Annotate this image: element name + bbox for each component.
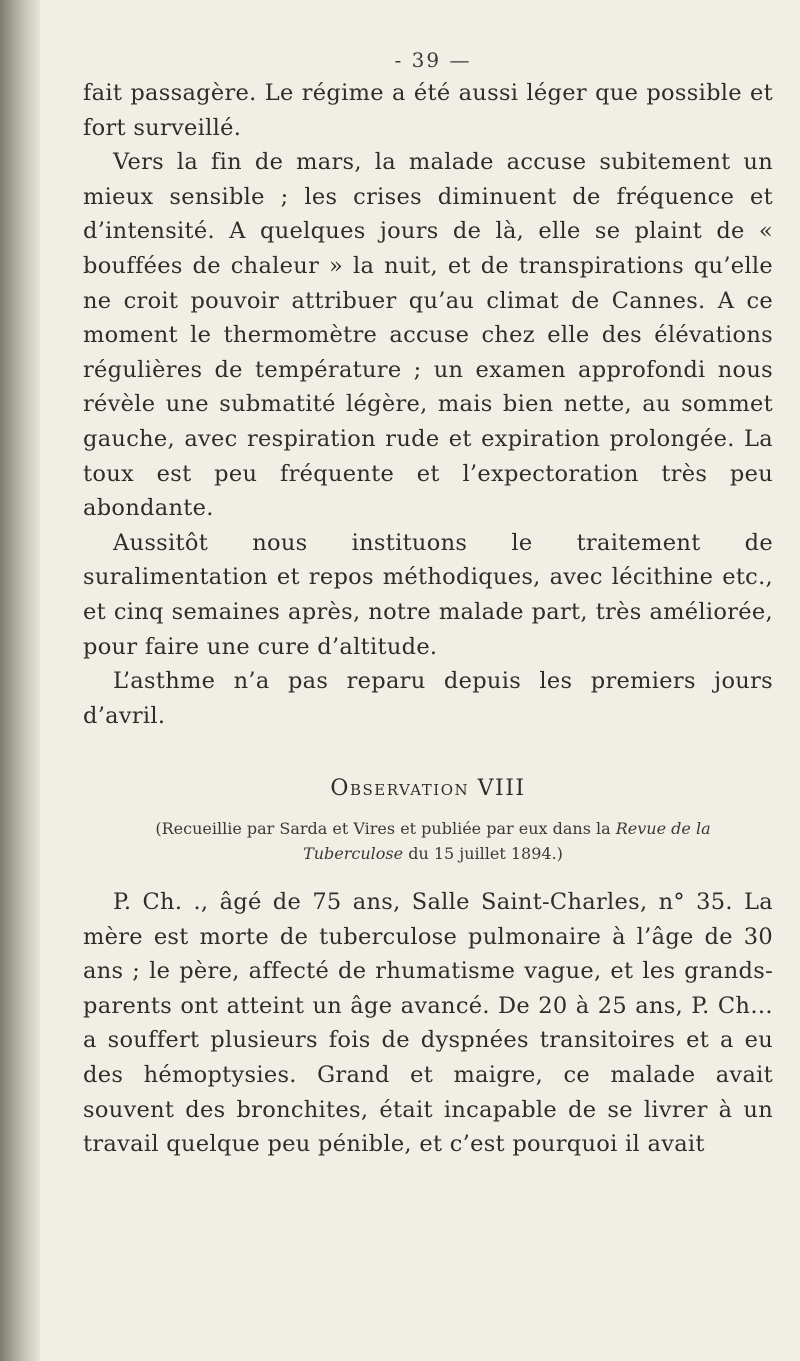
paragraph: Aussitôt nous instituons le traitement de suralimentation et repos méthodiques, avec lécithine etc., et cinq semaines après, notre malade part, très améliorée, pour faire une cure d’altitude. bbox=[83, 529, 773, 660]
source-note-journal: Revue de la Tuberculose bbox=[303, 819, 711, 863]
paragraph: P. Ch. ., âgé de 75 ans, Salle Saint-Charles, n° 35. La mère est morte de tuberculose pulmonaire à l’âge de 30 ans ; le père, affecté de rhumatisme vague, et les grands-parents ont atteint un âge avancé. De 20 à 25 ans, P. Ch… a souffert plusieurs fois de dyspnées transitoires et a eu des hémoptysies. Grand et maigre, ce malade avait souvent des bronchites, était incapable de se livrer à un travail quelque peu pénible, et c’est pourquoi il avait bbox=[83, 889, 773, 1158]
paragraph: fait passagère. Le régime a été aussi léger que possible et fort surveillé. bbox=[83, 80, 773, 141]
source-note-suffix: du 15 juillet 1894.) bbox=[403, 844, 563, 863]
page-number: - 39 — bbox=[394, 48, 472, 72]
paragraph: Vers la fin de mars, la malade accuse subitement un mieux sensible ; les crises diminuent de fréquence et d’intensité. A quelques jours de là, elle se plaint de « bouffées de chaleur » la nuit, et de transpirations qu’elle ne croit pouvoir attribuer qu’au climat de Cannes. A ce moment le thermomètre accuse chez elle des élévations régulières de température ; un examen approfondi nous révèle une submatité légère, mais bien nette, au sommet gauche, avec respiration rude et expiration prolongée. La toux est peu fréquente et l’expectoration très peu abondante. bbox=[83, 149, 773, 522]
observation-heading: Observation VIII bbox=[330, 776, 526, 801]
text-block-top bbox=[83, 76, 773, 733]
paragraph: L’asthme n’a pas reparu depuis les premiers jours d’avril. bbox=[83, 668, 773, 729]
source-note bbox=[113, 816, 753, 866]
book-spine-shadow bbox=[0, 0, 40, 1361]
source-note-prefix: (Recueillie par Sarda et Vires et publiée par eux dans la bbox=[155, 819, 616, 838]
text-block-bottom bbox=[83, 885, 773, 1162]
